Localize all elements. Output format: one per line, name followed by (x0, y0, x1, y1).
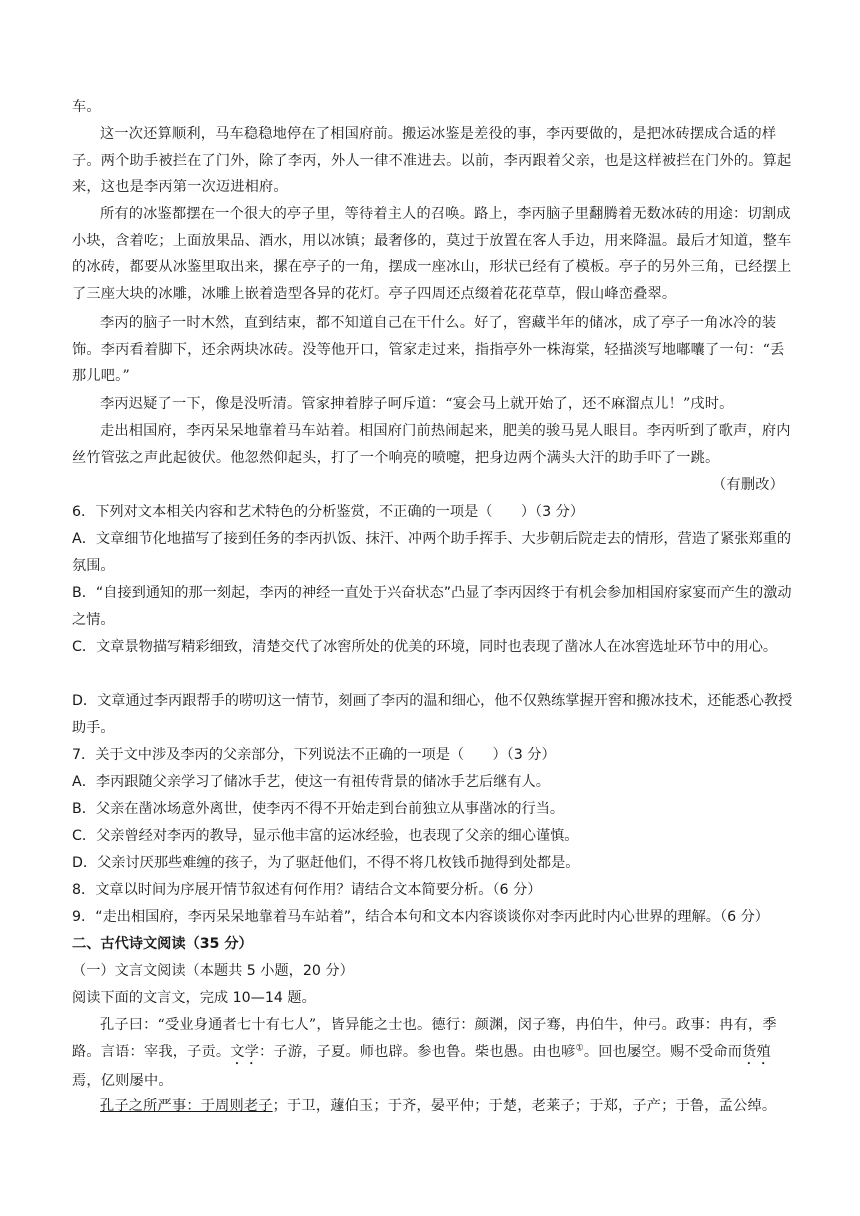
subsection-heading: （一）文言文阅读（本题共 5 小题，20 分） (72, 963, 354, 979)
question-6-option-a: A．文章细节化地描写了接到任务的李丙扒饭、抹汗、冲两个助手挥手、大步朝后院走去的情形，营造了紧张郑重的氛围。 (72, 531, 792, 574)
question-8: 8．文章以时间为序展开情节叙述有何作用？请结合文本简要分析。（6 分） (72, 882, 542, 898)
question-6-option-d: D．文章通过李丙跟帮手的唠叨这一情节，刻画了李丙的温和细心，他不仅熟练掌握开窖和搬冰技术，还能悉心教授助手。 (72, 693, 793, 736)
classical-paragraph-2 (72, 1093, 792, 1120)
section-heading: 二、古代诗文阅读（35 分） (72, 936, 253, 952)
question-7-option-c: C．父亲曾经对李丙的教导，显示他丰富的运冰经验，也表现了父亲的细心谨慎。 (72, 828, 579, 844)
story-line-0: 车。 (72, 99, 101, 115)
question-6: 6．下列对文本相关内容和艺术特色的分析鉴赏，不正确的一项是（ ）（3 分） (72, 504, 585, 520)
question-6-option-b: B．“自接到通知的那一刻起，李丙的神经一直处于兴奋状态”凸显了李丙因终于有机会参加相国府家宴而产生的激动之情。 (72, 585, 792, 628)
footnote-marker: ① (575, 1042, 584, 1053)
question-7: 7．关于文中涉及李丙的父亲部分，下列说法不正确的一项是（ ）（3 分） (72, 747, 556, 763)
story-paragraph-4: 李丙迟疑了一下，像是没听清。管家抻着脖子呵斥道：“宴会马上就开始了，还不麻溜点儿！”戌时。 (100, 396, 734, 412)
reading-instruction: 阅读下面的文言文，完成 10—14 题。 (72, 990, 316, 1006)
classical-text-a: 孔子曰：“受业身通者七十有七人”，皆异能之士也。德行：颜渊，闵子骞，冉伯牛，仲弓。政事：冉有，季路。言语：宰我，子贡。 (72, 1017, 777, 1060)
classical-paragraph-1 (72, 1012, 792, 1094)
question-7-option-d: D．父亲讨厌那些难缠的孩子，为了驱赶他们，不得不将几枚钱币抛得到处都是。 (72, 855, 580, 871)
question-9: 9．“走出相国府，李丙呆呆地靠着马车站着”，结合本句和文本内容谈谈你对李丙此时内心世界的理解。（6 分） (72, 909, 769, 925)
question-7-option-a: A．李丙跟随父亲学习了储冰手艺，使这一有祖传背景的储冰手艺后继有人。 (72, 774, 550, 790)
story-paragraph-5: 走出相国府，李丙呆呆地靠着马车站着。相国府门前热闹起来，肥美的骏马晃人眼目。李丙听到了歌声，府内丝竹管弦之声此起彼伏。他忽然仰起头，打了一个响亮的喷嚏，把身边两个满头大汗的助手吓了一跳。 (72, 423, 791, 466)
classical-text-rest: ；于卫，蘧伯玉；于齐，晏平仲；于楚，老莱子；于郑，子产；于鲁，孟公绰。 (272, 1098, 777, 1114)
question-7-option-b: B．父亲在凿冰场意外离世，使李丙不得不开始走到台前独立从事凿冰的行当。 (72, 801, 565, 817)
classical-text-b: ：子游，子夏。师也辟。参也鲁。柴也愚。由也喭 (259, 1043, 576, 1060)
classical-text-d: 焉，亿则屡中。 (72, 1072, 173, 1089)
story-paragraph-2: 所有的冰鉴都摆在一个很大的亭子里，等待着主人的召唤。路上，李丙脑子里翻腾着无数冰砖的用途：切割成小块，含着吃；上面放果品、酒水，用以冰镇；最奢侈的，莫过于放置在客人手边，用来降温。最后才知道，整车的冰砖，都要从冰鉴里取出来，摞在亭子的一角，摆成一座冰山，形状已经有了模板。亭子的另外三角，已经摆上了三座大块的冰雕，冰雕上嵌着造型各异的花灯。亭子四周还点缀着花花草草，假山峰峦叠翠。 (72, 206, 792, 302)
classical-emphasis-huozhi: 货殖 (742, 1043, 771, 1060)
story-paragraph-1: 这一次还算顺利，马车稳稳地停在了相国府前。搬运冰鉴是差役的事，李丙要做的，是把冰砖摆成合适的样子。两个助手被拦在了门外，除了李丙，外人一律不准进去。以前，李丙跟着父亲，也是这样被拦在门外的。算起来，这也是李丙第一次迈进相府。 (72, 126, 792, 195)
source-note: （有删改） (712, 477, 784, 493)
question-6-option-c: C．文章景物描写精彩细致，清楚交代了冰窖所处的优美的环境，同时也表现了凿冰人在冰窖选址环节中的用心。 (72, 639, 778, 655)
underlined-sentence: 孔子之所严事：于周则老子 (100, 1098, 273, 1114)
classical-text-c: 。回也屡空。赐不受命而 (583, 1043, 743, 1060)
story-paragraph-3: 李丙的脑子一时木然，直到结束，都不知道自己在干什么。好了，窖藏半年的储冰，成了亭子一角冰冷的装饰。李丙看着脚下，还余两块冰砖。没等他开口，管家走过来，指指亭外一株海棠，轻描淡写地嘟囔了一句：“丢那儿吧。” (72, 315, 785, 384)
classical-emphasis-wenxue: 文学 (230, 1043, 260, 1060)
